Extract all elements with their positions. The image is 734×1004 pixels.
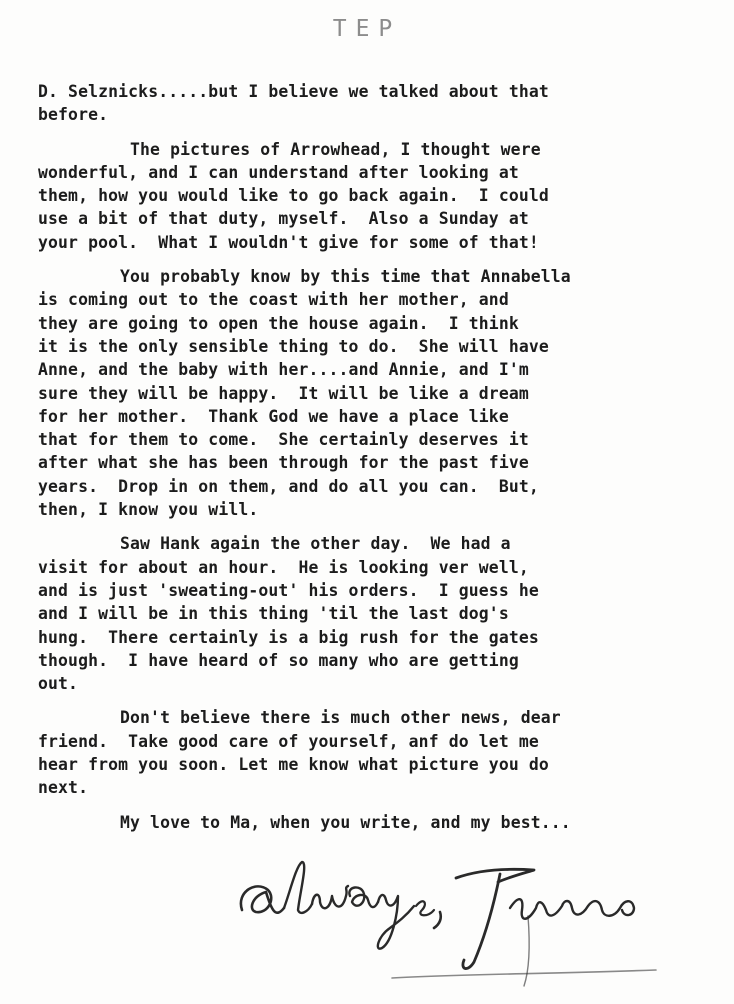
paragraph-line: and is just 'sweating-out' his orders. I guess he bbox=[38, 580, 539, 600]
signature-stroke-l bbox=[284, 862, 312, 913]
paragraph-line: wonderful, and I can understand after looking at bbox=[38, 162, 519, 182]
signature-stroke-w bbox=[312, 886, 348, 908]
handwritten-signature bbox=[228, 852, 668, 992]
paragraph-5 bbox=[38, 706, 708, 799]
paragraph-line: next. bbox=[38, 778, 89, 798]
paragraph-line: they are going to open the house again. I think bbox=[38, 313, 519, 333]
signature-stroke-T-stem bbox=[463, 874, 500, 969]
paragraph-line: out. bbox=[38, 674, 79, 694]
signature-stroke-a bbox=[241, 886, 284, 912]
letter-body bbox=[38, 80, 708, 845]
paragraph-line: them, how you would like to go back again. I could bbox=[38, 186, 549, 206]
paragraph-line: My love to Ma, when you write, and my best... bbox=[120, 812, 571, 832]
closing-line bbox=[38, 811, 708, 834]
signature-stroke-y-tail bbox=[524, 916, 529, 986]
paragraph-line: The pictures of Arrowhead, I thought were bbox=[130, 139, 541, 159]
signature-stroke-T-bar bbox=[456, 869, 534, 882]
paragraph-3 bbox=[38, 265, 708, 521]
paragraph-line: hear from you soon. Let me know what picture you do bbox=[38, 755, 549, 775]
paragraph-line: that for them to come. She certainly deserves it bbox=[38, 430, 529, 450]
signature-stroke-y bbox=[378, 895, 414, 949]
signature-comma bbox=[434, 912, 441, 928]
paragraph-line: then, I know you will. bbox=[38, 500, 259, 520]
signature-stroke-s bbox=[416, 901, 434, 915]
paragraph-line: is coming out to the coast with her mother, and bbox=[38, 290, 509, 310]
paragraph-line: You probably know by this time that Annabella bbox=[120, 267, 571, 287]
paragraph-line: for her mother. Thank God we have a place like bbox=[38, 406, 509, 426]
paragraph-line: it is the only sensible thing to do. She will have bbox=[38, 336, 549, 356]
paragraph-line: Don't believe there is much other news, dear bbox=[120, 708, 561, 728]
paragraph-line: years. Drop in on them, and do all you can. But, bbox=[38, 476, 539, 496]
paragraph-1 bbox=[38, 80, 708, 127]
paragraph-4 bbox=[38, 532, 708, 695]
paragraph-line: hung. There certainly is a big rush for the gates bbox=[38, 627, 539, 647]
paragraph-line: use a bit of that duty, myself. Also a Sunday at bbox=[38, 209, 529, 229]
paragraph-line: after what she has been through for the past five bbox=[38, 453, 529, 473]
paragraph-line: Anne, and the baby with her....and Annie, and I'm bbox=[38, 360, 529, 380]
paragraph-line: D. Selznicks.....but I believe we talked about that bbox=[38, 82, 549, 101]
paragraph-line: your pool. What I wouldn't give for some of that! bbox=[38, 232, 539, 252]
paragraph-line: before. bbox=[38, 105, 109, 125]
paragraph-line: visit for about an hour. He is looking ver well, bbox=[38, 557, 529, 577]
signature-stroke-a2 bbox=[349, 887, 378, 907]
paragraph-line: friend. Take good care of yourself, anf do let me bbox=[38, 731, 539, 751]
paragraph-line: sure they will be happy. It will be like a dream bbox=[38, 383, 529, 403]
paragraph-line: Saw Hank again the other day. We had a bbox=[120, 534, 511, 554]
signature-underline bbox=[392, 970, 656, 978]
paragraph-2 bbox=[38, 138, 708, 254]
monogram-header: TEP bbox=[332, 16, 402, 42]
paragraph-line: and I will be in this thing 'til the last dog's bbox=[38, 604, 509, 624]
paragraph-line: though. I have heard of so many who are getting bbox=[38, 650, 519, 670]
